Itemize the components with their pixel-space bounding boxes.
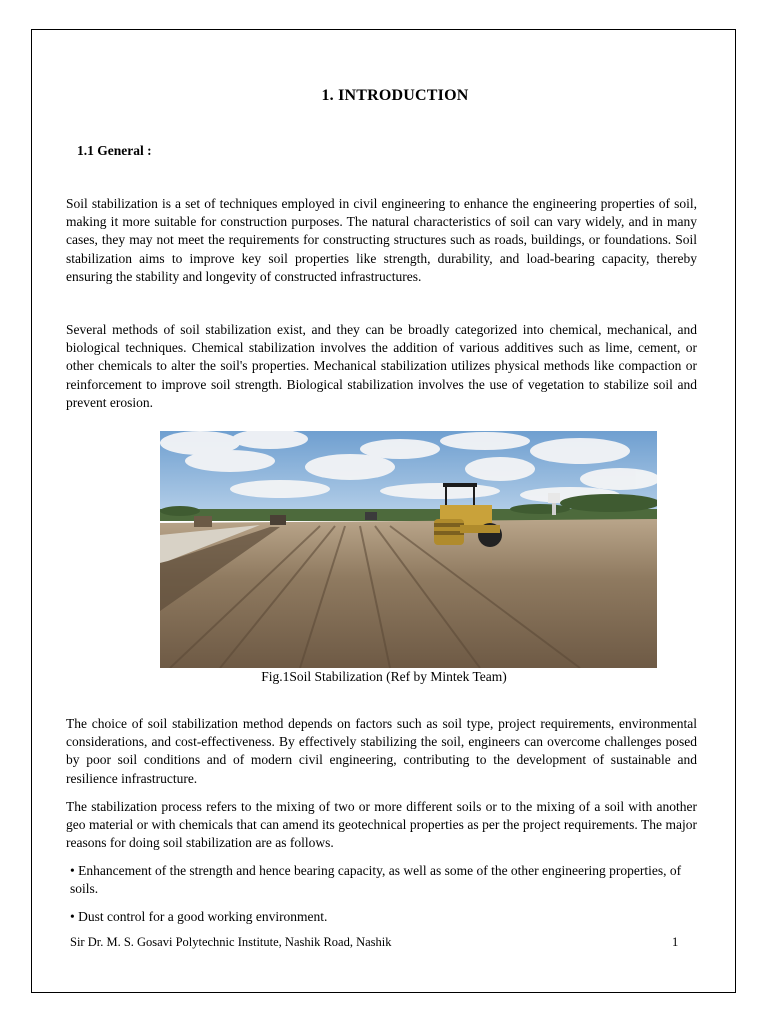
bullet-item: • Dust control for a good working environment.: [70, 909, 328, 924]
paragraph-methods: Several methods of soil stabilization exist, and they can be broadly categorized into chemical, mechanical, and biological techniques. Chemical stabilization involves the addition of various additives such as lime, cement, or other chemicals to alter the soil's properties. Mechanical stabilization utilizes physical methods like compaction or reinforcement to improve soil strength. Biological stabilization involves the use of vegetation to stabilize soil and prevent erosion.: [66, 322, 697, 410]
subsection-heading: 1.1 General :: [77, 143, 152, 158]
paragraph-process: The stabilization process refers to the mixing of two or more different soils or to the mixing of a soil with another geo material or with chemicals that can amend its geotechnical properties as per the project requirements. The major reasons for doing soil stabilization are as follows.: [66, 799, 697, 851]
page-number: 1: [672, 935, 679, 949]
bullet-item: • Enhancement of the strength and hence bearing capacity, as well as some of the other engineering properties, of soils.: [70, 863, 682, 897]
figure-photo-soil-stabilization: [160, 431, 657, 668]
section-heading: 1. INTRODUCTION: [321, 87, 469, 104]
footer-institute: Sir Dr. M. S. Gosavi Polytechnic Institute, Nashik Road, Nashik: [70, 935, 392, 949]
paragraph-choice: The choice of soil stabilization method depends on factors such as soil type, project requirements, environmental considerations, and cost-effectiveness. By effectively stabilizing the soil, engineers can overcome challenges posed by poor soil conditions and of modern civil engineering, contributing to the development of sustainable and resilience infrastructure.: [66, 716, 697, 786]
figure-caption: Fig.1Soil Stabilization (Ref by Mintek Team): [261, 669, 507, 684]
paragraph-intro: Soil stabilization is a set of techniques employed in civil engineering to enhance the engineering properties of soil, making it more suitable for construction purposes. The natural characteristics of soil can vary widely, and in many cases, they may not meet the requirements for constructing structures such as roads, buildings, or foundations. Soil stabilization aims to improve key soil properties like strength, durability, and load-bearing capacity, thereby ensuring the stability and longevity of constructed infrastructures.: [66, 196, 697, 284]
